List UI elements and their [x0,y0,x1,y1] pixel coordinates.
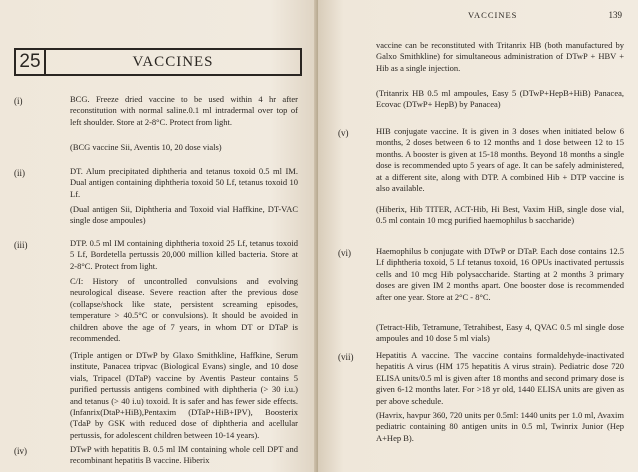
item-label: (v) [338,128,349,138]
paragraph: Haemophilus b conjugate with DTwP or DTaP. Each dose contains 12.5 Lf diphtheria toxoid, 5 Lf tetanus toxoid, 16 OPUs inactivated pertussis cells and 10 mcg Hib polysaccharide. Starting at 2 months 3 primary doses are given IM 2 months apart. One booster dose is recommended after one year. Store at 2°C - 8°C. [376,246,624,302]
paragraph: DTP. 0.5 ml IM containing diphtheria toxoid 25 Lf, tetanus toxoid 5 Lf, Bordetella pertussis 20,000 million killed bacteria. Store at 2-8°C. Protect from light. [70,238,298,271]
paragraph: (Hiberix, Hib TITER, ACT-Hib, Hi Best, Vaxim HiB, single dose vial, 0.5 ml contain 10 mcg purified haemophilus b saccharide) [376,204,624,226]
paragraph: BCG. Freeze dried vaccine to be used within 4 hr after reconstitution with normal saline.0.1 ml intradermal over top of left shoulder. Store at 2-8°C. Protect from light. [70,94,298,127]
item-label: (vii) [338,352,354,362]
paragraph: vaccine can be reconstituted with Tritanrix HB (both manufactured by Galxo Smithkline) for simultaneous administration of DTwP + HBV + Hib as a single injection. [376,40,624,73]
page-number: 139 [608,10,622,20]
paragraph: (Havrix, havpur 360, 720 units per 0.5ml: 1440 units per 1.0 ml, Avaxim pediatric containing 80 antigen units in 0.5 ml, Twinrix Junior (Hep A+Hep B). [376,410,624,443]
chapter-number-box: 25 [14,48,46,76]
item-label: (iii) [14,240,28,250]
paragraph: (Triple antigen or DTwP by Glaxo Smithkline, Haffkine, Serum institute, Panacea tripvac (Biological Evans) single, and 10 dose vials, Tripacel (DTaP) vaccine by Aventis Pasteur contains 5 purified pertussis antigens combined with diphtheria (> 30 i.u.) and tetanus (> 40 i.u) toxoid. It is safer and has fewer side effects. (Infanrix(DtaP+HiB),Pentaxim (DTaP+HiB+IPV), Boosterix (TdaP by GSK with reduced dose of diphtheria and acellular pertussis, for adolescent children between 10-14 years). [70,350,298,440]
paragraph: C/I: History of uncontrolled convulsions and evolving neurological disease. Severe reaction after the previous dose (collapse/shock like state, persistent screaming episodes, temperature > 40.5°C or convulsions). It should be avoided in children above the age of 7 years, in whom DT or DTaP is recommended. [70,276,298,344]
left-page [0,0,318,472]
item-label: (vi) [338,248,351,258]
item-label: (ii) [14,168,25,178]
chapter-title-bar: VACCINES [44,48,302,76]
paragraph: (Tritanrix HB 0.5 ml ampoules, Easy 5 (DTwP+HepB+HiB) Panacea, Ecovac (DTwP+ HepB) by Panacea) [376,88,624,110]
paragraph: Hepatitis A vaccine. The vaccine contains formaldehyde-inactivated hepatitis A virus (HM 175 hepatitis A virus strain). Pediatric dose 720 ELISA units/0.5 ml is given after 18 months and second primary dose is given 6-12 months later. For >18 yr old, 1440 ELISA units are given as per above schedule. [376,350,624,406]
item-label: (i) [14,96,23,106]
paragraph: (Tetract-Hib, Tetramune, Tetrahibest, Easy 4, QVAC 0.5 ml single dose ampoules and 10 dose 5 ml vials) [376,322,624,344]
right-page [318,0,638,472]
item-label: (iv) [14,446,27,456]
paragraph: (BCG vaccine Sii, Aventis 10, 20 dose vials) [70,142,222,152]
paragraph: DTwP with hepatitis B. 0.5 ml IM containing whole cell DPT and recombinant hepatitis B vaccine. Hiberix [70,444,298,466]
running-head: VACCINES [468,10,518,20]
paragraph: HIB conjugate vaccine. It is given in 3 doses when initiated below 6 months, 2 doses between 6 to 12 months and 1 dose between 12 to 15 months. A booster is given at 15-18 months. Beyond 18 months a single dose is recommended upto 5 years of age. It can be safely administered, at a different site, along with DTP. A combined Hib + DTP vaccine is also available. [376,126,624,194]
paragraph: (Dual antigen Sii, Diphtheria and Toxoid vial Haffkine, DT-VAC single dose ampoules) [70,204,298,226]
paragraph: DT. Alum precipitated diphtheria and tetanus toxoid 0.5 ml IM. Dual antigen containing diphtheria toxoid 50 Lf, tetanus toxoid 10 Lf. [70,166,298,199]
